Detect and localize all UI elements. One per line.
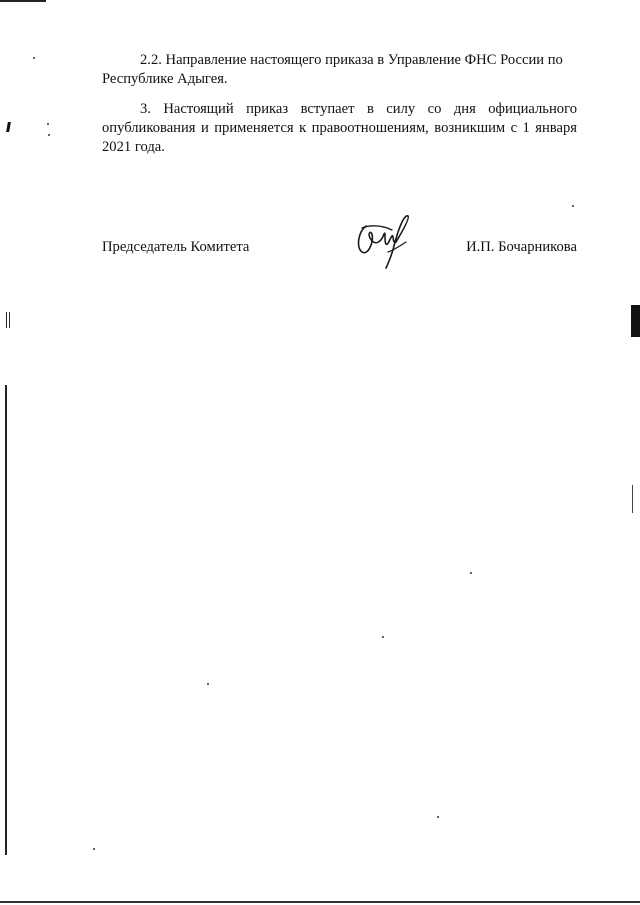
scan-speck — [572, 205, 574, 207]
scan-speck — [47, 123, 49, 125]
scan-left-tick — [6, 312, 7, 328]
signatory-position: Председатель Комитета — [102, 239, 250, 255]
paragraph-line: 3. Настоящий приказ вступает в силу со дня официального — [140, 101, 577, 117]
scan-bottom-line — [0, 901, 640, 903]
scan-speck — [382, 636, 384, 638]
paragraph-line: Республике Адыгея. — [102, 71, 228, 87]
paragraph-2-2 — [102, 51, 577, 89]
paragraph-3 — [102, 100, 577, 157]
handwritten-signature — [348, 212, 420, 272]
scan-left-mark — [6, 122, 10, 132]
signatory-name: И.П. Бочарникова — [466, 239, 577, 255]
paragraph-line: 2.2. Направление настоящего приказа в Управление ФНС России по — [140, 52, 563, 68]
scan-speck — [48, 134, 50, 136]
paragraph-line: 2021 года. — [102, 139, 165, 155]
scan-left-edge — [5, 385, 7, 855]
scan-right-tick — [632, 485, 633, 513]
scan-right-block — [631, 305, 640, 337]
scan-speck — [93, 848, 95, 850]
scan-top-line — [0, 0, 46, 2]
scan-speck — [207, 683, 209, 685]
scan-speck — [437, 816, 439, 818]
scan-speck — [470, 572, 472, 574]
signature-block — [102, 238, 577, 260]
scan-speck — [33, 57, 35, 59]
paragraph-line: опубликования и применяется к правоотношениям, возникшим с 1 января — [102, 120, 577, 136]
scan-left-tick — [9, 312, 10, 328]
